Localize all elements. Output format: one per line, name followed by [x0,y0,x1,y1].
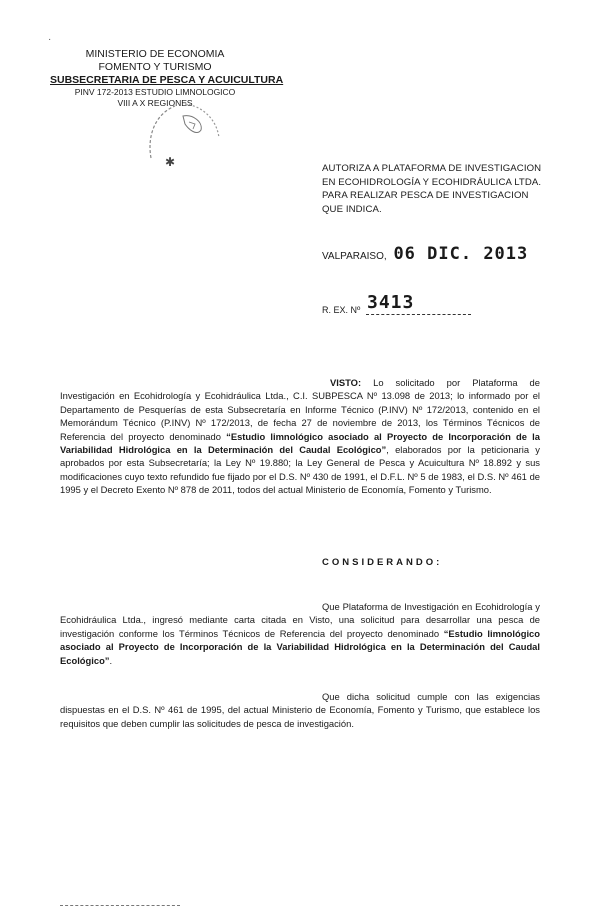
considerando-paragraph-1 [60,600,540,667]
visto-paragraph [60,376,540,497]
considerando-paragraph-2: Que dicha solicitud cumple con las exigencias dispuestas en el D.S. Nº 461 de 1995, del actual Ministerio de Economía, Fomento y Turismo, que establece los requisitos que deben cumplir las solicitudes de pesca de investigación. [60,691,540,729]
margin-mark: · [48,34,52,45]
visto-project-title: “Estudio limnológico asociado al Proyecto de Incorporación de la Variabilidad Hidrológica en la Determinación del Caudal Ecológico” [60,430,540,456]
official-seal-icon [145,96,225,168]
visto-label: VISTO: [330,377,362,388]
date-city: VALPARAISO, [322,251,387,262]
resolution-number: 3413 [367,292,415,313]
letterhead-regions: VIII A X REGIONES [117,98,193,108]
svg-text:✱: ✱ [165,155,176,168]
letterhead-subsecretaria: SUBSECRETARIA DE PESCA Y ACUICULTURA [50,74,284,86]
date-stamp: 06 DIC. 2013 [393,244,529,264]
letterhead-project-code: PINV 172-2013 ESTUDIO LIMNOLOGICO [74,87,236,97]
resolution-subject: AUTORIZA A PLATAFORMA DE INVESTIGACION EN ECOHIDROLOGÍA Y ECOHIDRÁULICA LTDA. PARA REALIZAR PESCA DE INVESTIGACION QUE INDICA. [322,163,542,215]
considerando-text-1: Que Plataforma de Investigación en Ecohidrología y Ecohidráulica Ltda., ingresó mediante carta citada en Visto, una solicitud para desarrollar una pesca de investigación conforme los Términos Técnicos de Referencia del proyecto denominado [60,601,540,639]
footer-rule [60,905,180,906]
resolution-label: R. EX. Nº [322,305,361,315]
resolution-number-line [322,292,562,315]
visto-text-2: , elaborados por la peticionaria y aprobados por esta Subsecretaría; la Ley Nº 19.880; la Ley General de Pesca y Acuicultura Nº 18.892 y sus modificaciones cuyo texto refundido fue fijado por el D.S. Nº 430 de 1991, el D.F.L. Nº 5 de 1983, el D.S. Nº 461 de 1995 y el Decreto Exento Nº 878 de 2011, todos del actual Ministerio de Economía, Fomento y Turismo. [60,444,540,496]
visto-text-1: Lo solicitado por Plataforma de Investigación en Ecohidrología y Ecohidráulica Ltda., C.I. SUBPESCA Nº 13.098 de 2013; lo informado por el Departamento de Pesquerías de esta Subsecretaría en Informe Técnico (P.INV) Nº 172/2013, contenido en el Memorándum Técnico (P.INV) Nº 172/2013, de fecha 27 de noviembre de 2013, los Términos Técnicos de Referencia del proyecto denominado [60,377,540,442]
date-line [322,244,562,264]
considerando-heading: CONSIDERANDO: [322,557,443,568]
considerando-text-1-end: . [109,654,113,666]
letterhead-ministry: MINISTERIO DE ECONOMIA [85,48,225,60]
letterhead-ministry-2: FOMENTO Y TURISMO [98,61,212,73]
considerando-project-title: “Estudio limnológico asociado al Proyecto de Incorporación de la Variabilidad Hidrológica en la Determinación del Caudal Ecológico” [60,627,541,666]
